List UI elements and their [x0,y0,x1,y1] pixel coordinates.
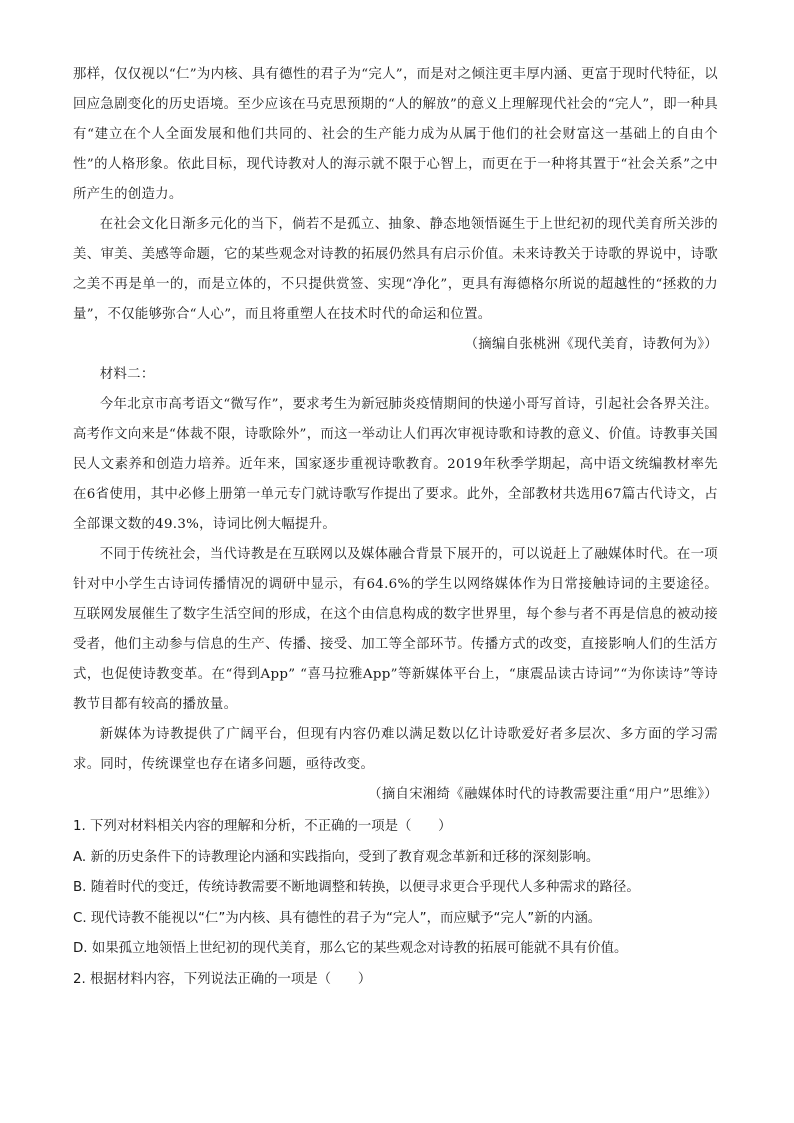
source-citation-2: （摘自宋湘绮《融媒体时代的诗教需要注重“用户”思维》） [368,787,718,802]
question-1-option-c: C. 现代诗教不能视以“仁”为内核、具有德性的君子为“完人”，而应赋予“完人”新的内涵。 [73,910,602,926]
paragraph-material1-art-education: 在社会文化日渐多元化的当下，倘若不是孤立、抽象、静态地领悟诞生于上世纪初的现代美育所关涉的美、审美、美感等命题，它的某些观念对诗教的拓展仍然具有启示价值。未来诗教关于诗歌的界说中，诗歌之美不再是单一的，而是立体的，不只提供赏签、实现“净化”，更具有海德格尔所说的超越性的“拯救的力量”，不仅能够弥合“人心”，而且将重塑人在技术时代的命运和位置。 [73,217,718,322]
paragraph-material1-continued: 那样，仅仅视以“仁”为内核、具有德性的君子为“完人”，而是对之倾注更丰厚内涵、更富于现时代特征，以回应急剧变化的历史语境。至少应该在马克思预期的“人的解放”的意义上理解现代社会的“完人”，即一种具有“建立在个人全面发展和他们共同的、社会的生产能力成为从属于他们的社会财富这一基础上的自由个性”的人格形象。依此目标，现代诗教对人的海示就不限于心智上，而更在于一种将其置于“社会关系”之中所产生的创造力。 [73,67,718,202]
question-2-stem: 2. 根据材料内容，下列说法正确的一项是（ ） [73,971,372,987]
question-1-option-b: B. 随着时代的变迁，传统诗教需要不断地调整和转换，以便寻求更合乎现代人多种需求的路径。 [73,880,640,895]
paragraph-material2-media: 不同于传统社会，当代诗教是在互联网以及媒体融合背景下展开的，可以说赶上了融媒体时代。在一项针对中小学生古诗词传播情况的调研中显示，有64.6%的学生以网络媒体作为日常接触诗词的主要途径。互联网发展催生了数字生活空间的形成，在这个由信息构成的数字世界里，每个参与者不再是信息的被动接受者，他们主动参与信息的生产、传播、接受、加工等全部环节。传播方式的改变，直接影响人们的生活方式，也促使诗教变革。在“得到App” “喜马拉雅App”等新媒体平台上，“康震品读古诗词”“为你读诗”等诗教节目都有较高的播放量。 [73,547,718,712]
paragraph-material2-platform: 新媒体为诗教提供了广阔平台，但现有内容仍难以满足数以亿计诗歌爱好者多层次、多方面的学习需求。同时，传统课堂也存在诸多问题，亟待改变。 [73,727,718,772]
material2-label: 材料二： [99,367,155,382]
paragraph-material2-exam: 今年北京市高考语文“微写作”，要求考生为新冠肺炎疫情期间的快递小哥写首诗，引起社会各界关注。高考作文向来是“体裁不限，诗歌除外”，而这一举动让人们再次审视诗歌和诗教的意义、价值。诗教事关国民人文素养和创造力培养。近年来，国家逐步重视诗歌教育。2019年秋季学期起，高中语文统编教材率先在6省使用，其中必修上册第一单元专门就诗歌写作提出了要求。此外，全部教材共选用67篇古代诗文，占全部课文数的49.3%，诗词比例大幅提升。 [73,397,718,532]
reading-passage [73,60,718,810]
question-1-stem: 1. 下列对材料相关内容的理解和分析，不正确的一项是（ ） [73,819,452,834]
question-1-option-a: A. 新的历史条件下的诗教理论内涵和实践指向，受到了教育观念革新和迁移的深刻影响。 [73,849,600,865]
source-citation-1: （摘编自张桃洲《现代美育，诗教何为》） [464,337,718,352]
question-1-option-d: D. 如果孤立地领悟上世纪初的现代美育，那么它的某些观念对诗教的拓展可能就不具有价值。 [73,941,628,956]
questions-section [73,812,718,995]
